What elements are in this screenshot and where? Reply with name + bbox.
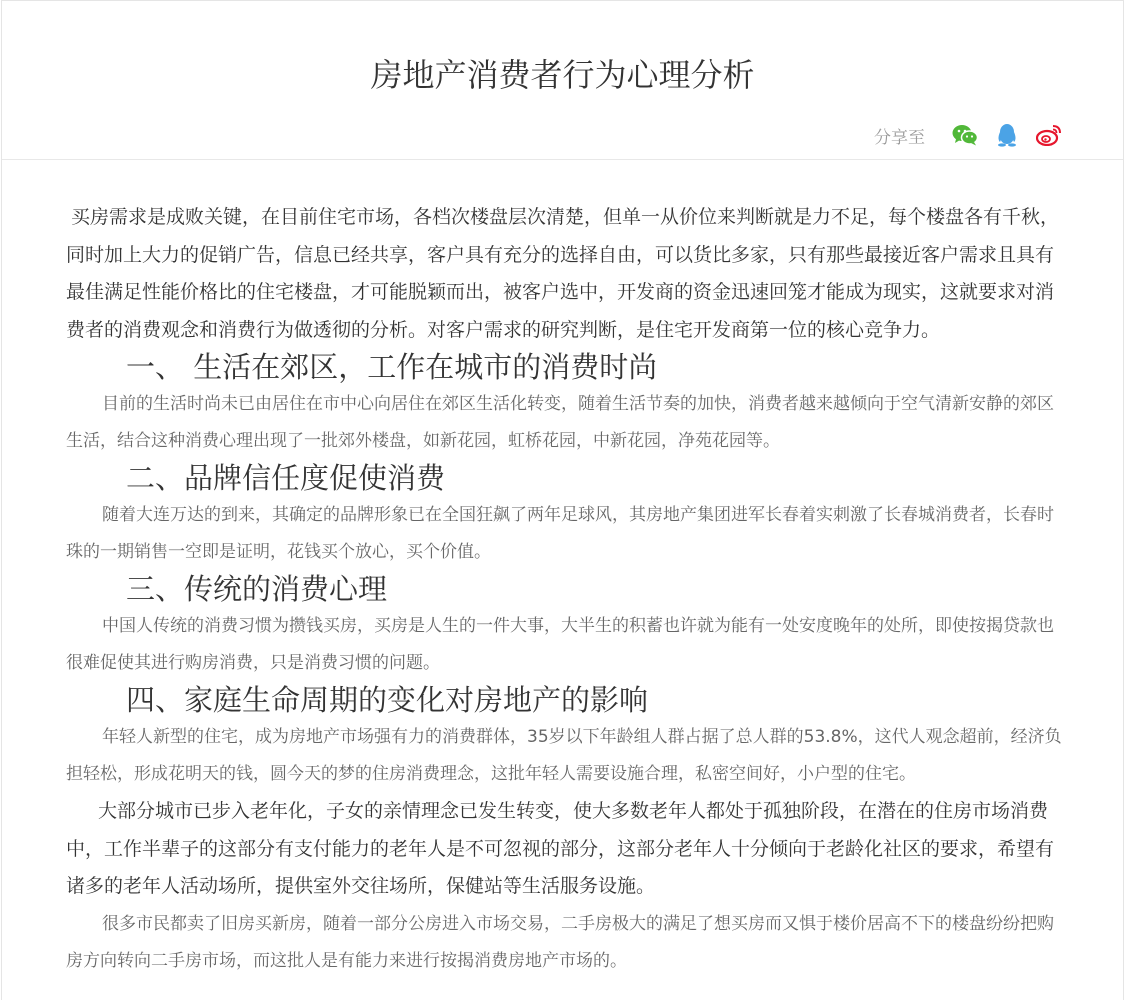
intro-paragraph: 买房需求是成败关键，在目前住宅市场，各档次楼盘层次清楚，但单一从价位来判断就是力不足，每个楼盘各有千秋，同时加上大力的促销广告，信息已经共享，客户具有充分的选择自由，可以货比多家，只有那些最接近客户需求且具有最佳满足性能价格比的住宅楼盘，才可能脱颖而出，被客户选中，开发商的资金迅速回笼才能成为现实，这就要求对消费者的消费观念和消费行为做透彻的分析。对客户需求的研究判断，是住宅开发商第一位的核心竞争力。 [66,206,1060,341]
section-paragraph: 年轻人新型的住宅，成为房地产市场强有力的消费群体，35岁以下年龄组人群占据了总人群的53.8%，这代人观念超前，经济负担轻松，形成花明天的钱，圆今天的梦的住房消费理念，这批年轻人需要设施合理，私密空间好，小户型的住宅。 [66,727,1062,784]
article-body [66,199,1066,980]
section-heading: 一、 生活在郊区，工作在城市的消费时尚 [126,350,658,384]
share-bar [874,119,1063,151]
section-paragraph: 目前的生活时尚未已由居住在市中心向居住在郊区生活化转变，随着生活节奏的加快，消费者越来越倾向于空气清新安静的郊区生活，结合这种消费心理出现了一批郊外楼盘，如新花园，虹桥花园，中新花园，净苑花园等。 [66,394,1054,451]
article-container [1,0,1124,1000]
section-heading: 三、传统的消费心理 [126,572,388,606]
wechat-icon[interactable] [951,121,979,149]
share-label: 分享至 [874,127,925,148]
article-header [2,1,1123,160]
secondhand-paragraph: 很多市民都卖了旧房买新房，随着一部分公房进入市场交易，二手房极大的满足了想买房而又惧于楼价居高不下的楼盘纷纷把购房方向转向二手房市场，而这批人是有能力来进行按揭消费房地产市场的。 [66,913,1054,971]
qq-icon[interactable] [993,121,1021,149]
section-paragraph: 随着大连万达的到来，其确定的品牌形象已在全国狂飙了两年足球风，其房地产集团进军长春着实刺激了长春城消费者，长春时珠的一期销售一空即是证明，花钱买个放心，买个价值。 [66,505,1054,562]
elderly-paragraph: 大部分城市已步入老年化，子女的亲情理念已发生转变，使大多数老年人都处于孤独阶段，在潜在的住房市场消费中，工作半辈子的这部分有支付能力的老年人是不可忽视的部分，这部分老年人十分倾向于老龄化社区的要求，希望有诸多的老年人活动场所，提供室外交往场所，保健站等生活服务设施。 [66,800,1055,897]
article-title: 房地产消费者行为心理分析 [370,56,755,94]
weibo-icon[interactable] [1035,121,1063,149]
section-paragraph: 中国人传统的消费习惯为攒钱买房，买房是人生的一件大事，大半生的积蓄也许就为能有一处安度晚年的处所，即使按揭贷款也很难促使其进行购房消费，只是消费习惯的问题。 [66,616,1054,673]
section-heading: 四、家庭生命周期的变化对房地产的影响 [126,683,649,717]
section-heading: 二、品牌信任度促使消费 [126,461,446,495]
